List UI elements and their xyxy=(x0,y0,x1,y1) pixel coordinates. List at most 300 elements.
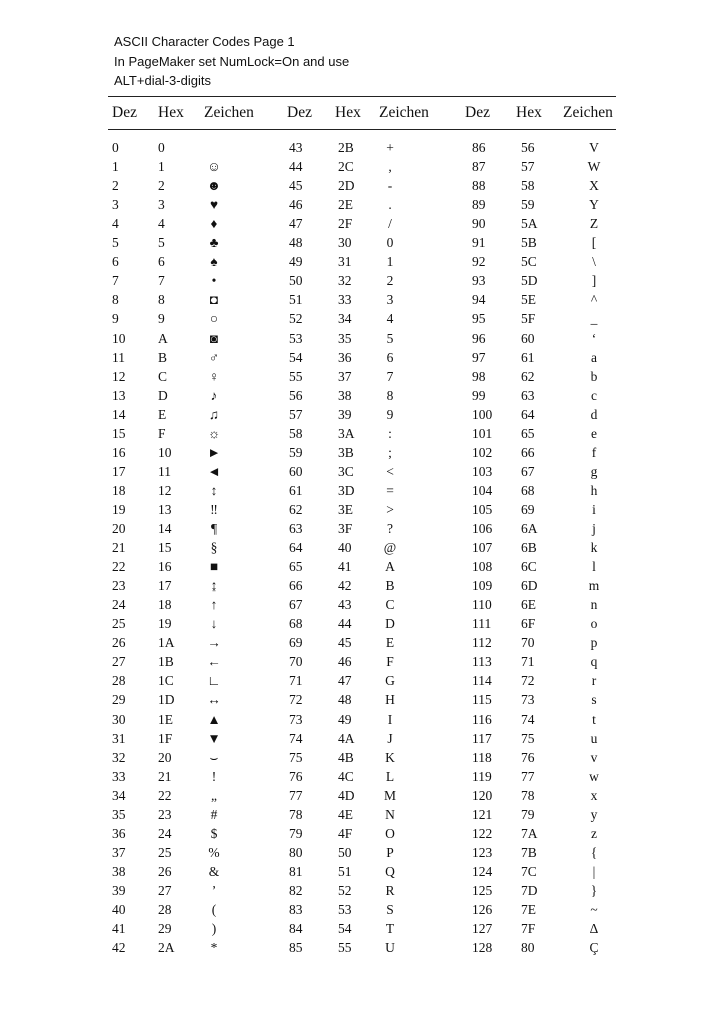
cell-hex: 77 xyxy=(521,768,535,784)
cell-zeichen: n xyxy=(590,597,598,613)
column-header-dez: Dez xyxy=(287,104,312,121)
cell-zeichen: ♫ xyxy=(208,406,220,422)
cell-hex: F xyxy=(158,425,166,441)
cell-hex: 31 xyxy=(338,254,352,270)
cell-hex: 56 xyxy=(521,140,535,155)
cell-hex: 18 xyxy=(158,597,172,613)
cell-dez: 23 xyxy=(112,578,126,594)
cell-dez: 95 xyxy=(472,311,486,327)
cell-dez: 51 xyxy=(289,292,303,308)
column-header-zeichen: Zeichen xyxy=(563,104,613,121)
cell-hex: 3A xyxy=(338,425,355,441)
cell-dez: 121 xyxy=(472,806,493,822)
cell-hex: 1F xyxy=(158,730,173,746)
cell-hex: 2F xyxy=(338,216,353,232)
cell-dez: 42 xyxy=(112,940,126,956)
cell-hex: 53 xyxy=(338,902,352,917)
cell-zeichen: p xyxy=(590,635,598,651)
cell-hex: 35 xyxy=(338,330,352,346)
cell-zeichen: L xyxy=(385,768,395,784)
cell-hex: 48 xyxy=(338,692,352,708)
cell-hex: 4F xyxy=(338,825,353,841)
cell-dez: 19 xyxy=(112,501,126,517)
cell-hex: 4A xyxy=(338,730,355,746)
column-header-dez: Dez xyxy=(465,104,490,121)
cell-zeichen: ☼ xyxy=(207,425,221,441)
cell-dez: 50 xyxy=(289,273,303,289)
cell-dez: 36 xyxy=(112,825,126,841)
cell-hex: 5F xyxy=(521,311,536,327)
cell-dez: 3 xyxy=(112,197,119,213)
cell-dez: 77 xyxy=(289,787,303,803)
cell-zeichen: • xyxy=(211,273,217,289)
cell-dez: 69 xyxy=(289,635,303,651)
cell-hex: 15 xyxy=(158,540,172,556)
cell-zeichen: h xyxy=(590,482,598,498)
cell-hex: 8 xyxy=(158,292,165,308)
cell-zeichen: „ xyxy=(211,787,217,803)
cell-zeichen: 8 xyxy=(386,387,394,403)
cell-zeichen: = xyxy=(386,482,394,498)
column-header-dez: Dez xyxy=(112,104,137,121)
cell-zeichen: x xyxy=(590,787,598,803)
cell-zeichen: → xyxy=(207,635,221,651)
cell-zeichen: ◙ xyxy=(209,330,219,346)
cell-hex: 16 xyxy=(158,559,172,575)
cell-hex: 1D xyxy=(158,692,175,708)
cell-zeichen: ◄ xyxy=(207,463,221,479)
cell-zeichen: ♀ xyxy=(208,368,220,384)
cell-zeichen: S xyxy=(386,902,394,917)
cell-dez: 14 xyxy=(112,406,126,422)
cell-zeichen: + xyxy=(386,140,394,155)
cell-zeichen: ( xyxy=(211,902,217,917)
cell-zeichen: 2 xyxy=(386,273,394,289)
cell-zeichen: o xyxy=(590,616,598,632)
cell-dez: 18 xyxy=(112,482,126,498)
cell-zeichen: J xyxy=(387,730,393,746)
cell-dez: 110 xyxy=(472,597,492,613)
cell-zeichen: \ xyxy=(592,254,596,270)
cell-zeichen: b xyxy=(590,368,598,384)
cell-dez: 45 xyxy=(289,178,303,194)
cell-hex: 68 xyxy=(521,482,535,498)
cell-dez: 87 xyxy=(472,159,486,175)
cell-dez: 99 xyxy=(472,387,486,403)
cell-zeichen: % xyxy=(208,844,220,860)
cell-hex: 26 xyxy=(158,863,172,879)
cell-dez: 67 xyxy=(289,597,303,613)
cell-hex: 1B xyxy=(158,654,174,670)
cell-dez: 2 xyxy=(112,178,119,194)
cell-dez: 31 xyxy=(112,730,126,746)
cell-dez: 29 xyxy=(112,692,126,708)
cell-hex: 2B xyxy=(338,140,354,155)
cell-hex: 47 xyxy=(338,673,352,689)
cell-hex: 25 xyxy=(158,844,172,860)
cell-hex: 12 xyxy=(158,482,172,498)
cell-zeichen: Z xyxy=(589,216,599,232)
cell-zeichen: ♪ xyxy=(210,387,218,403)
cell-hex: 71 xyxy=(521,654,535,670)
cell-dez: 79 xyxy=(289,825,303,841)
column-header-zeichen: Zeichen xyxy=(379,104,429,121)
cell-hex: 2 xyxy=(158,178,165,194)
cell-hex: 24 xyxy=(158,825,172,841)
cell-zeichen: @ xyxy=(383,540,397,556)
cell-hex: 45 xyxy=(338,635,352,651)
cell-dez: 0 xyxy=(112,140,119,155)
cell-dez: 35 xyxy=(112,806,126,822)
cell-hex: 4 xyxy=(158,216,165,232)
cell-hex: 4B xyxy=(338,749,354,765)
cell-dez: 112 xyxy=(472,635,492,651)
cell-dez: 86 xyxy=(472,140,486,155)
cell-hex: 67 xyxy=(521,463,535,479)
cell-dez: 40 xyxy=(112,902,126,917)
cell-dez: 98 xyxy=(472,368,486,384)
cell-zeichen: t xyxy=(592,711,596,727)
cell-hex: 17 xyxy=(158,578,172,594)
cell-hex: 5D xyxy=(521,273,538,289)
cell-dez: 126 xyxy=(472,902,493,917)
cell-dez: 30 xyxy=(112,711,126,727)
cell-zeichen: a xyxy=(591,349,597,365)
cell-dez: 102 xyxy=(472,444,493,460)
cell-dez: 72 xyxy=(289,692,303,708)
cell-zeichen: D xyxy=(385,616,395,632)
cell-hex: D xyxy=(158,387,168,403)
cell-zeichen: ! xyxy=(211,768,217,784)
cell-dez: 60 xyxy=(289,463,303,479)
cell-hex: 3C xyxy=(338,463,354,479)
cell-dez: 80 xyxy=(289,844,303,860)
cell-dez: 75 xyxy=(289,749,303,765)
cell-dez: 41 xyxy=(112,921,126,937)
cell-hex: 50 xyxy=(338,844,352,860)
cell-hex: 52 xyxy=(338,882,352,898)
cell-hex: 79 xyxy=(521,806,535,822)
cell-dez: 33 xyxy=(112,768,126,784)
cell-dez: 74 xyxy=(289,730,303,746)
cell-zeichen: B xyxy=(385,578,395,594)
cell-dez: 27 xyxy=(112,654,126,670)
cell-hex: 10 xyxy=(158,444,172,460)
cell-hex: 6E xyxy=(521,597,536,613)
cell-zeichen: e xyxy=(591,425,597,441)
cell-dez: 71 xyxy=(289,673,303,689)
cell-hex: 6 xyxy=(158,254,165,270)
cell-hex: 33 xyxy=(338,292,352,308)
cell-hex: 29 xyxy=(158,921,172,937)
cell-zeichen: ☺ xyxy=(207,159,221,175)
cell-zeichen: 6 xyxy=(386,349,394,365)
cell-dez: 58 xyxy=(289,425,303,441)
cell-zeichen: V xyxy=(589,140,599,155)
cell-hex: E xyxy=(158,406,167,422)
cell-hex: 63 xyxy=(521,387,535,403)
cell-zeichen: ↔ xyxy=(207,692,221,708)
cell-hex: 5 xyxy=(158,235,165,251)
cell-zeichen: T xyxy=(385,921,395,937)
cell-dez: 114 xyxy=(472,673,492,689)
cell-zeichen: I xyxy=(387,711,393,727)
cell-hex: 2D xyxy=(338,178,355,194)
cell-zeichen: > xyxy=(386,501,394,517)
cell-zeichen: } xyxy=(590,882,598,898)
cell-zeichen: ☻ xyxy=(206,178,222,194)
cell-hex: 1C xyxy=(158,673,174,689)
cell-zeichen: N xyxy=(385,806,395,822)
cell-dez: 8 xyxy=(112,292,119,308)
cell-dez: 97 xyxy=(472,349,486,365)
cell-zeichen: l xyxy=(592,559,596,575)
cell-zeichen: ► xyxy=(207,444,221,460)
cell-zeichen: ⌣ xyxy=(209,749,219,765)
cell-dez: 17 xyxy=(112,463,126,479)
column-header-hex: Hex xyxy=(158,104,184,121)
cell-dez: 82 xyxy=(289,882,303,898)
cell-zeichen: / xyxy=(388,216,392,232)
cell-zeichen: ■ xyxy=(209,559,219,575)
cell-hex: 58 xyxy=(521,178,535,194)
cell-hex: 7D xyxy=(521,882,538,898)
column-header-hex: Hex xyxy=(335,104,361,121)
cell-hex: 14 xyxy=(158,521,172,536)
cell-hex: 65 xyxy=(521,425,535,441)
cell-zeichen: i xyxy=(592,501,596,517)
cell-zeichen: M xyxy=(383,787,396,803)
header-rule xyxy=(108,129,616,130)
cell-zeichen: P xyxy=(386,844,394,860)
cell-dez: 20 xyxy=(112,521,126,536)
cell-dez: 6 xyxy=(112,254,119,270)
cell-dez: 22 xyxy=(112,559,126,575)
cell-zeichen: ~ xyxy=(590,902,598,917)
cell-dez: 39 xyxy=(112,882,126,898)
cell-hex: 39 xyxy=(338,406,352,422)
cell-zeichen: u xyxy=(590,730,598,746)
cell-zeichen: ↕ xyxy=(210,482,218,498)
cell-zeichen: m xyxy=(588,578,600,594)
cell-zeichen: 7 xyxy=(386,368,394,384)
cell-zeichen: 3 xyxy=(386,292,394,308)
cell-dez: 24 xyxy=(112,597,126,613)
cell-dez: 68 xyxy=(289,616,303,632)
cell-hex: 42 xyxy=(338,578,352,594)
cell-dez: 56 xyxy=(289,387,303,403)
cell-zeichen: ♂ xyxy=(208,349,220,365)
cell-zeichen: w xyxy=(589,768,599,784)
cell-hex: 7C xyxy=(521,863,537,879)
cell-hex: 78 xyxy=(521,787,535,803)
cell-zeichen: 1 xyxy=(386,254,394,270)
cell-hex: 30 xyxy=(338,235,352,251)
cell-hex: 7F xyxy=(521,921,536,937)
cell-zeichen: : xyxy=(388,425,392,441)
header-note xyxy=(114,32,349,91)
cell-hex: 37 xyxy=(338,368,352,384)
cell-hex: 49 xyxy=(338,711,352,727)
cell-dez: 10 xyxy=(112,330,126,346)
cell-zeichen: j xyxy=(592,521,596,536)
cell-dez: 125 xyxy=(472,882,493,898)
cell-hex: 7E xyxy=(521,902,536,917)
cell-dez: 96 xyxy=(472,330,486,346)
cell-hex: 59 xyxy=(521,197,535,213)
cell-zeichen: < xyxy=(386,463,394,479)
cell-dez: 34 xyxy=(112,787,126,803)
cell-hex: 70 xyxy=(521,635,535,651)
cell-zeichen: d xyxy=(590,406,598,422)
cell-dez: 62 xyxy=(289,501,303,517)
cell-zeichen: Δ xyxy=(589,921,599,937)
cell-hex: 60 xyxy=(521,330,535,346)
cell-zeichen: k xyxy=(590,540,598,556)
cell-hex: 11 xyxy=(158,463,171,479)
cell-dez: 1 xyxy=(112,159,119,175)
cell-dez: 106 xyxy=(472,521,493,536)
cell-hex: 3D xyxy=(338,482,355,498)
cell-dez: 65 xyxy=(289,559,303,575)
cell-zeichen: ← xyxy=(207,654,221,670)
cell-hex: 5C xyxy=(521,254,537,270)
cell-dez: 66 xyxy=(289,578,303,594)
cell-zeichen: ▲ xyxy=(207,711,221,727)
cell-dez: 122 xyxy=(472,825,493,841)
cell-hex: A xyxy=(158,330,168,346)
cell-dez: 13 xyxy=(112,387,126,403)
cell-dez: 94 xyxy=(472,292,486,308)
cell-dez: 25 xyxy=(112,616,126,632)
cell-dez: 100 xyxy=(472,406,493,422)
cell-dez: 93 xyxy=(472,273,486,289)
cell-zeichen: ▼ xyxy=(207,730,221,746)
cell-hex: 46 xyxy=(338,654,352,670)
cell-dez: 26 xyxy=(112,635,126,651)
cell-zeichen: # xyxy=(210,806,218,822)
cell-dez: 64 xyxy=(289,540,303,556)
cell-hex: 27 xyxy=(158,882,172,898)
cell-hex: 3 xyxy=(158,197,165,213)
cell-hex: 57 xyxy=(521,159,535,175)
cell-zeichen: ) xyxy=(211,921,217,937)
cell-hex: 76 xyxy=(521,749,535,765)
cell-dez: 32 xyxy=(112,749,126,765)
cell-dez: 12 xyxy=(112,368,126,384)
cell-hex: 7 xyxy=(158,273,165,289)
cell-dez: 104 xyxy=(472,482,493,498)
cell-dez: 54 xyxy=(289,349,303,365)
cell-dez: 85 xyxy=(289,940,303,956)
cell-zeichen: f xyxy=(591,444,597,460)
header-line-3: ALT+dial-3-digits xyxy=(114,73,211,88)
cell-zeichen: . xyxy=(388,197,392,213)
cell-zeichen: r xyxy=(591,673,597,689)
cell-hex: C xyxy=(158,368,168,384)
cell-hex: 20 xyxy=(158,749,172,765)
cell-zeichen: Y xyxy=(589,197,599,213)
cell-hex: 5B xyxy=(521,235,537,251)
cell-dez: 55 xyxy=(289,368,303,384)
cell-zeichen: E xyxy=(385,635,395,651)
cell-dez: 84 xyxy=(289,921,303,937)
cell-dez: 78 xyxy=(289,806,303,822)
cell-hex: 72 xyxy=(521,673,535,689)
cell-dez: 111 xyxy=(472,616,492,632)
cell-hex: 0 xyxy=(158,140,165,155)
cell-dez: 7 xyxy=(112,273,119,289)
cell-dez: 16 xyxy=(112,444,126,460)
cell-hex: 66 xyxy=(521,444,535,460)
cell-hex: 28 xyxy=(158,902,172,917)
cell-hex: 2E xyxy=(338,197,353,213)
column-header-zeichen: Zeichen xyxy=(204,104,254,121)
cell-dez: 83 xyxy=(289,902,303,917)
cell-hex: 1A xyxy=(158,635,175,651)
cell-zeichen: $ xyxy=(210,825,218,841)
cell-hex: 3E xyxy=(338,501,353,517)
cell-hex: 4D xyxy=(338,787,355,803)
cell-zeichen: U xyxy=(385,940,395,956)
cell-dez: 43 xyxy=(289,140,303,155)
cell-zeichen: ♣ xyxy=(209,235,219,251)
header-line-1: ASCII Character Codes Page 1 xyxy=(114,34,295,49)
cell-zeichen: _ xyxy=(590,311,598,327)
cell-zeichen: ◘ xyxy=(209,292,219,308)
cell-zeichen: 9 xyxy=(386,406,394,422)
cell-dez: 47 xyxy=(289,216,303,232)
cell-dez: 128 xyxy=(472,940,493,956)
cell-dez: 61 xyxy=(289,482,303,498)
cell-zeichen: § xyxy=(210,540,218,556)
cell-zeichen: R xyxy=(385,882,395,898)
cell-dez: 59 xyxy=(289,444,303,460)
cell-hex: 61 xyxy=(521,349,535,365)
cell-hex: 32 xyxy=(338,273,352,289)
cell-zeichen: ‼ xyxy=(210,501,218,517)
cell-hex: B xyxy=(158,349,168,365)
cell-dez: 15 xyxy=(112,425,126,441)
cell-dez: 89 xyxy=(472,197,486,213)
cell-hex: 73 xyxy=(521,692,535,708)
cell-zeichen: A xyxy=(385,559,395,575)
cell-hex: 5E xyxy=(521,292,536,308)
cell-dez: 116 xyxy=(472,711,492,727)
cell-zeichen: ○ xyxy=(209,311,219,327)
cell-zeichen: X xyxy=(589,178,599,194)
cell-hex: 55 xyxy=(338,940,352,956)
cell-zeichen: G xyxy=(385,673,395,689)
cell-hex: 6B xyxy=(521,540,537,556)
cell-dez: 101 xyxy=(472,425,493,441)
cell-dez: 118 xyxy=(472,749,492,765)
cell-dez: 5 xyxy=(112,235,119,251)
cell-zeichen: ‘ xyxy=(591,330,597,346)
cell-dez: 123 xyxy=(472,844,493,860)
cell-dez: 57 xyxy=(289,406,303,422)
cell-zeichen: O xyxy=(385,825,395,841)
cell-hex: 19 xyxy=(158,616,172,632)
cell-zeichen: ↨ xyxy=(210,578,218,594)
cell-zeichen: ] xyxy=(591,273,597,289)
cell-zeichen: ¶ xyxy=(210,521,218,536)
cell-zeichen: ↓ xyxy=(210,616,218,632)
cell-zeichen: ♥ xyxy=(209,197,218,213)
cell-zeichen: ♦ xyxy=(210,216,218,232)
cell-dez: 109 xyxy=(472,578,493,594)
cell-dez: 46 xyxy=(289,197,303,213)
